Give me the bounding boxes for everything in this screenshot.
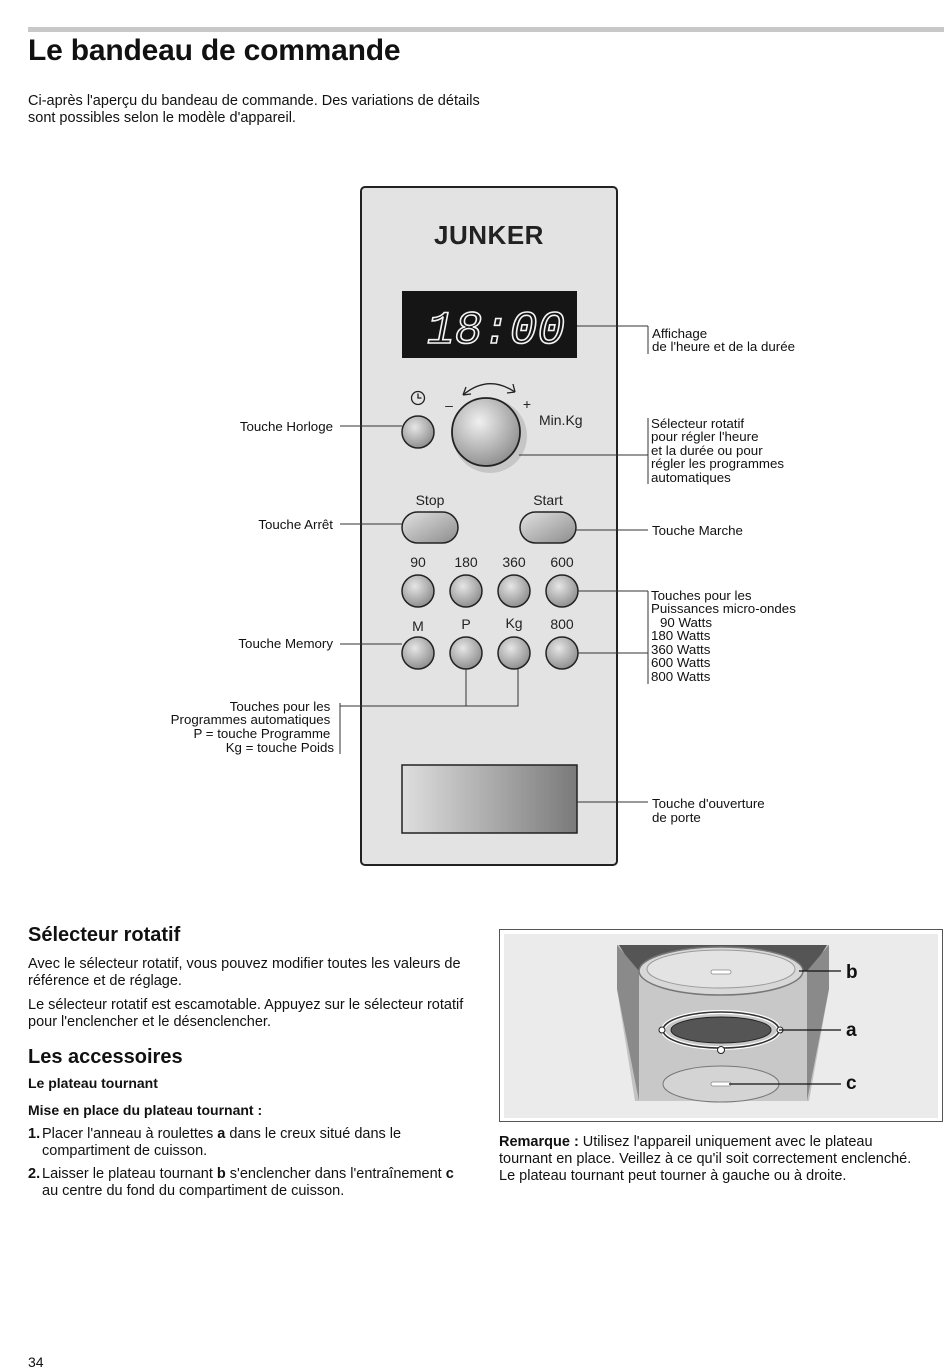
callout-stop: Touche Arrêt — [258, 517, 333, 532]
stop-button[interactable] — [402, 512, 458, 543]
callout-door: Touche d'ouverture de porte — [652, 796, 765, 825]
callout-start: Touche Marche — [652, 523, 743, 538]
power-90-button[interactable] — [402, 575, 434, 607]
selector-paragraph-1: Avec le sélecteur rotatif, vous pouvez modifier toutes les valeurs de référence et de réglage. — [28, 956, 461, 989]
callout-memory: Touche Memory — [238, 636, 333, 651]
callout-power: Touches pour les Puissances micro-ondes 90 Watts 180 Watts 360 Watts 600 Watts 800 Watts — [651, 588, 796, 684]
intro-text: Ci-après l'aperçu du bandeau de commande. Des variations de détails sont possibles selon le modèle d'appareil. — [28, 93, 480, 126]
setup-heading: Mise en place du plateau tournant : — [28, 1102, 263, 1118]
plus-sign: + — [522, 396, 532, 412]
list-item — [28, 1166, 468, 1200]
minus-sign: – — [445, 397, 453, 413]
list-item — [28, 1126, 468, 1160]
accessories-heading: Les accessoires — [28, 1046, 183, 1068]
power-label-180: 180 — [454, 554, 478, 570]
program-button[interactable] — [450, 637, 482, 669]
step-text: Laisser le plateau tournant b s'enclencher dans l'entraînement c au centre du fond du compartiment de cuisson. — [42, 1166, 454, 1199]
memory-label: M — [412, 618, 424, 634]
figure-label-a: a — [846, 1020, 857, 1041]
callout-programs: Touches pour les Programmes automatiques P = touche Programme Kg = touche Poids — [170, 699, 334, 755]
page-number: 34 — [28, 1354, 44, 1370]
start-label: Start — [533, 492, 563, 508]
selector-paragraph-2: Le sélecteur rotatif est escamotable. Appuyez sur le sélecteur rotatif pour l'enclencher et le désenclencher. — [28, 997, 464, 1030]
brand-logo: JUNKER — [434, 220, 544, 250]
turntable-figure — [499, 929, 944, 1123]
knob-label: Min.Kg — [539, 412, 583, 428]
program-label: P — [461, 616, 471, 632]
page-title: Le bandeau de commande — [28, 34, 401, 67]
figure-label-c: c — [846, 1073, 857, 1094]
clock-button[interactable] — [402, 416, 434, 448]
power-180-button[interactable] — [450, 575, 482, 607]
step-number: 2. — [28, 1166, 41, 1182]
display-time: 18:00 — [426, 305, 566, 357]
power-800-button[interactable] — [546, 637, 578, 669]
selector-heading: Sélecteur rotatif — [28, 924, 181, 946]
start-button[interactable] — [520, 512, 576, 543]
door-open-button[interactable] — [402, 765, 577, 833]
callout-clock: Touche Horloge — [239, 419, 333, 434]
figure-label-b: b — [846, 962, 858, 983]
panel-frame — [361, 187, 617, 865]
power-360-button[interactable] — [498, 575, 530, 607]
weight-label: Kg — [505, 615, 523, 631]
weight-button[interactable] — [498, 637, 530, 669]
stop-label: Stop — [415, 492, 445, 508]
power-label-600: 600 — [550, 554, 574, 570]
step-text: Placer l'anneau à roulettes a dans le creux situé dans le compartiment de cuisson. — [42, 1126, 402, 1159]
callout-selector: Sélecteur rotatif pour régler l'heure et la durée ou pour régler les programmes automatiques — [651, 416, 785, 485]
power-600-button[interactable] — [546, 575, 578, 607]
rotary-selector-knob[interactable] — [452, 398, 520, 466]
callout-display: Affichage de l'heure et de la durée — [652, 326, 796, 354]
power-label-360: 360 — [502, 554, 526, 570]
power-label-800: 800 — [550, 616, 574, 632]
power-label-90: 90 — [410, 554, 426, 570]
step-number: 1. — [28, 1126, 41, 1142]
turntable-subheading: Le plateau tournant — [28, 1075, 158, 1091]
memory-button[interactable] — [402, 637, 434, 669]
remark-paragraph: Remarque : Utilisez l'appareil uniquement avec le plateau tournant en place. Veillez à ce qu'il soit correctement enclenché. Le plateau tournant peut tourner à gauche ou à droite. — [499, 1134, 912, 1184]
